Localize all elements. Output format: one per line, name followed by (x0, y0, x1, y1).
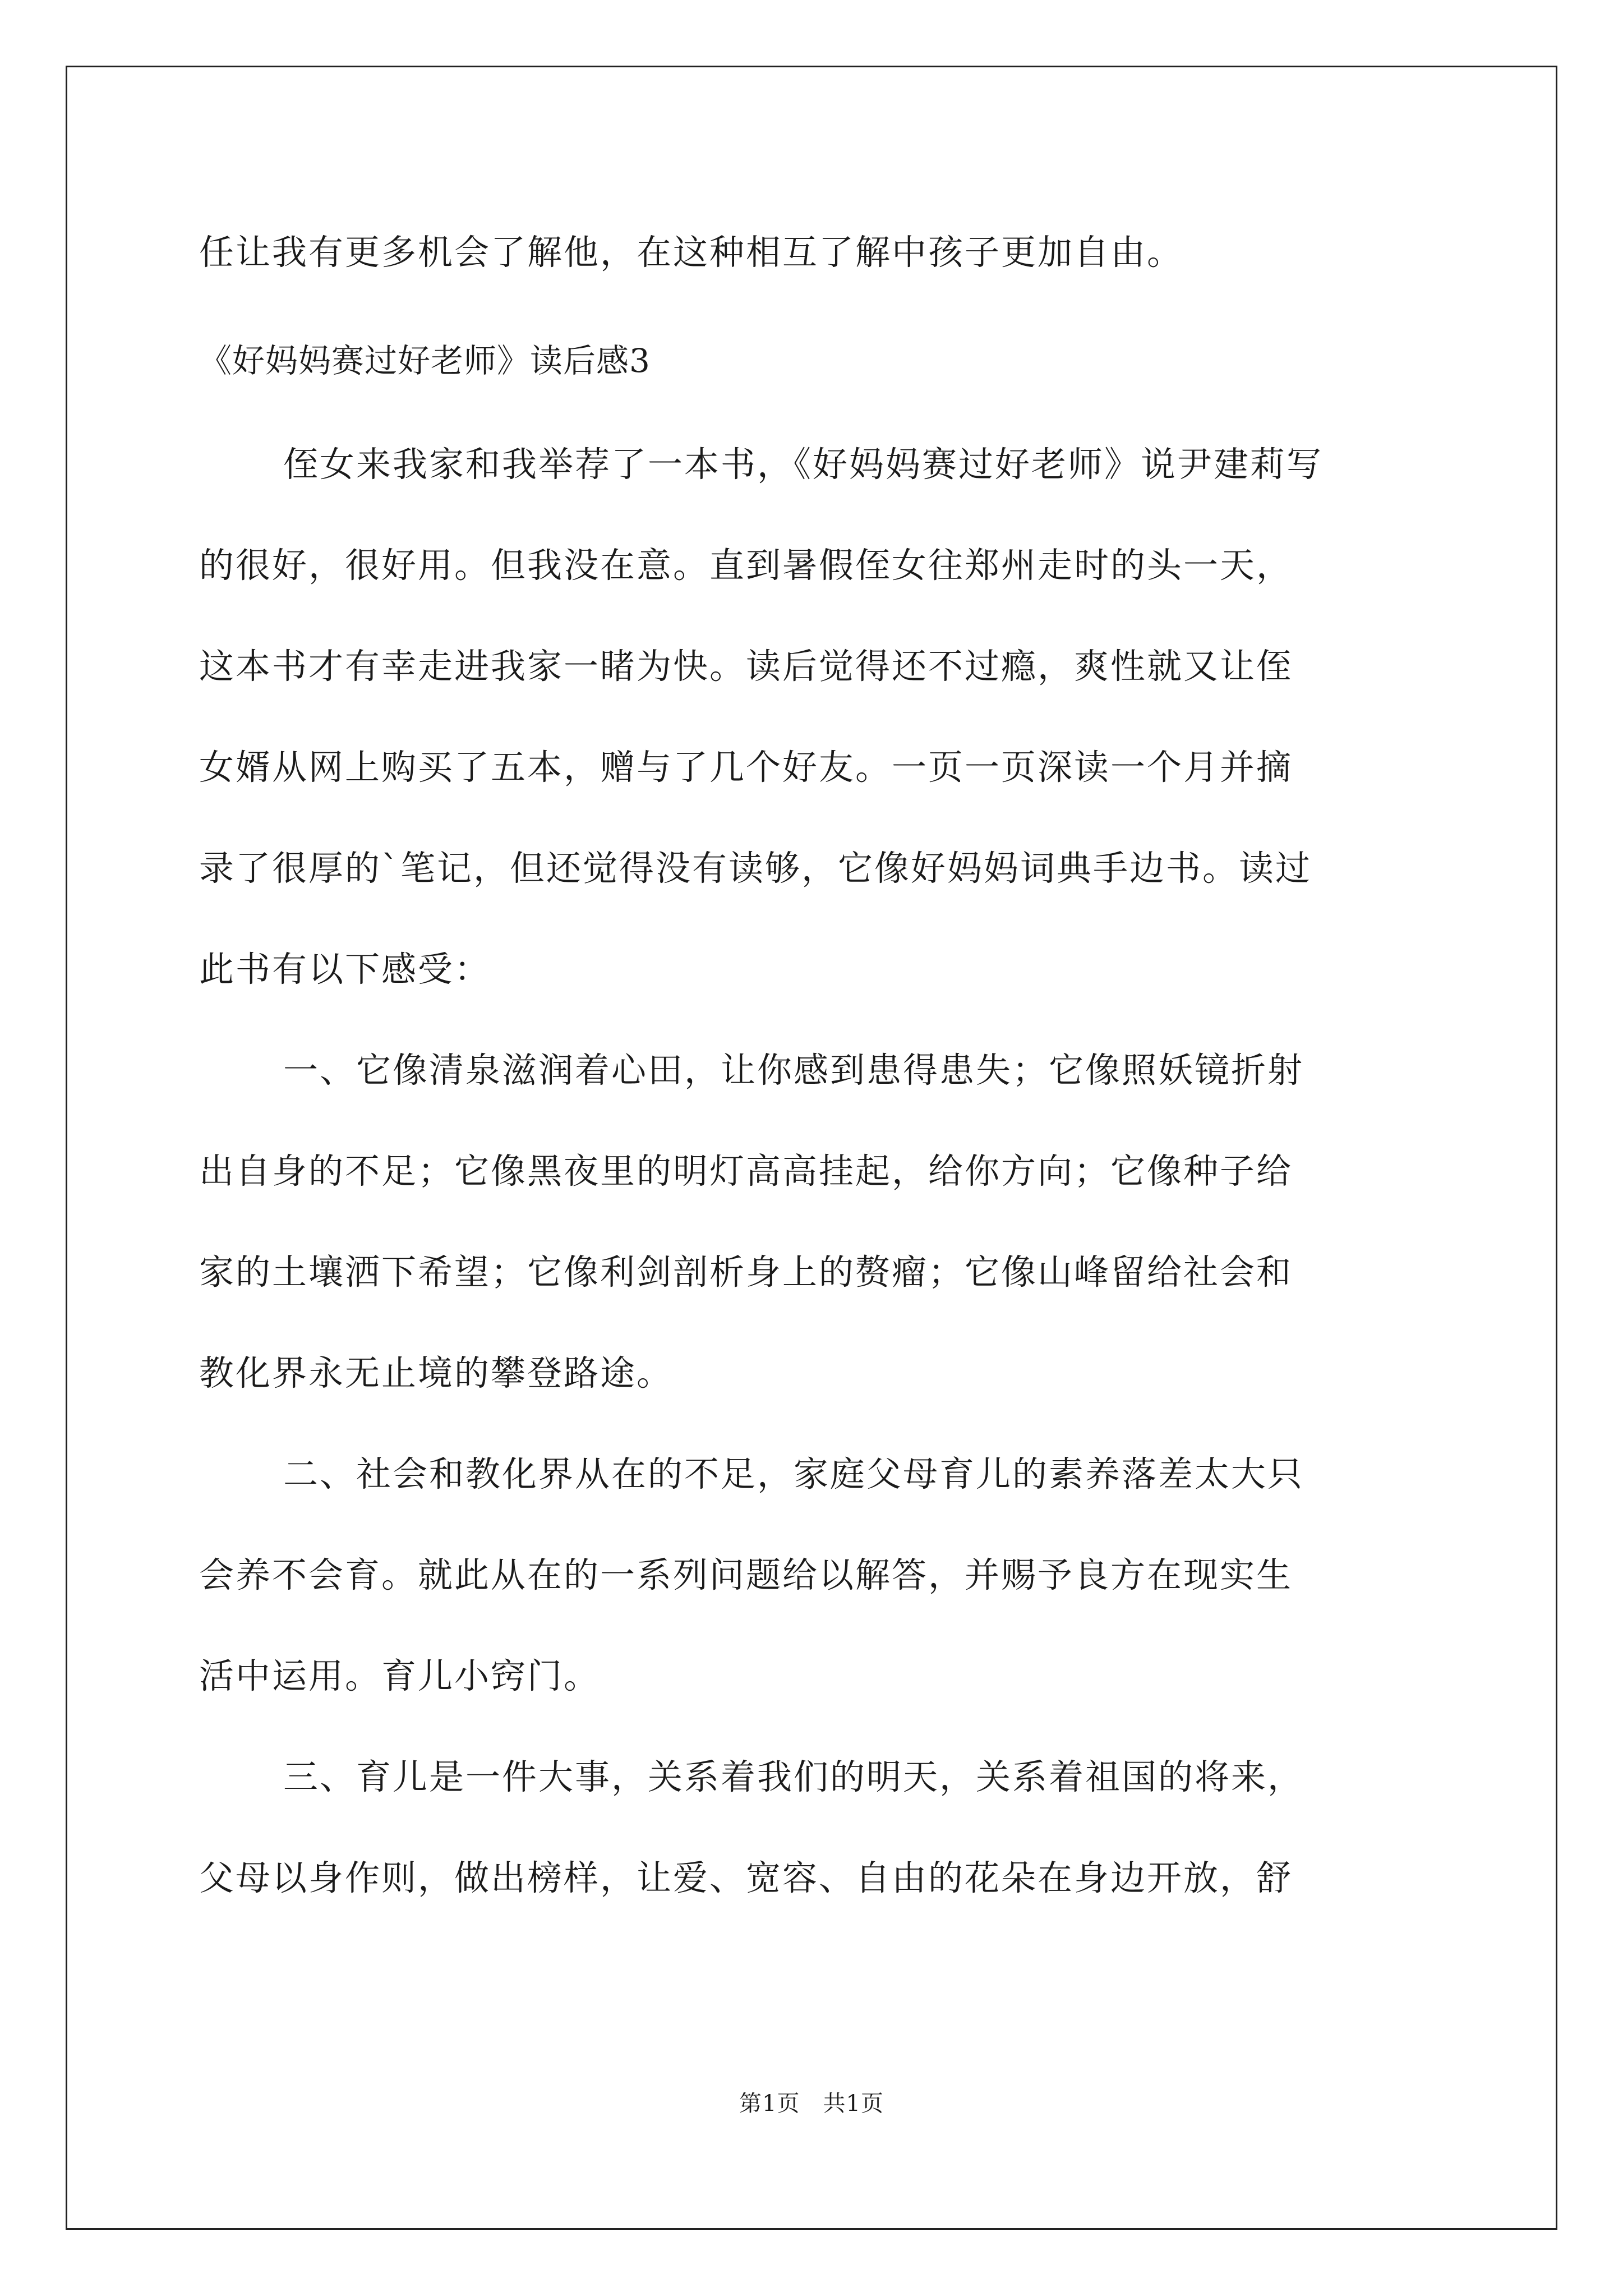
section-title: 《好妈妈赛过好老师》读后感3 (199, 342, 651, 380)
paragraph-line: 二、社会和教化界从在的不足，家庭父母育儿的素养落差太大只 (283, 1453, 1304, 1494)
paragraph-line: 教化界永无止境的攀登路途。 (199, 1352, 674, 1393)
page-border (66, 66, 1557, 2230)
paragraph-line: 女婿从网上购买了五本，赠与了几个好友。一页一页深读一个月并摘 (199, 747, 1293, 788)
paragraph-line: 活中运用。育儿小窍门。 (199, 1655, 601, 1696)
paragraph-line: 父母以身作则，做出榜样，让爱、宽容、自由的花朵在身边开放，舒 (199, 1857, 1293, 1898)
paragraph-line: 会养不会育。就此从在的一系列问题给以解答，并赐予良方在现实生 (199, 1554, 1293, 1595)
paragraph-line: 侄女来我家和我举荐了一本书，《好妈妈赛过好老师》说尹建莉写 (283, 444, 1324, 485)
paragraph-line: 的很好，很好用。但我没在意。直到暑假侄女往郑州走时的头一天， (199, 545, 1293, 586)
paragraph-line: 三、育儿是一件大事，关系着我们的明天，关系着祖国的将来， (283, 1756, 1304, 1797)
paragraph-line: 一、它像清泉滋润着心田，让你感到患得患失；它像照妖镜折射 (283, 1050, 1304, 1091)
page-footer: 第1页 共1页 (739, 2091, 884, 2116)
paragraph-line: 录了很厚的`笔记，但还觉得没有读够，它像好妈妈词典手边书。读过 (199, 848, 1312, 889)
paragraph-line: 出自身的不足；它像黑夜里的明灯高高挂起，给你方向；它像种子给 (199, 1151, 1293, 1191)
paragraph-line: 此书有以下感受： (199, 949, 491, 990)
paragraph-line: 这本书才有幸走进我家一睹为快。读后觉得还不过瘾，爽性就又让侄 (199, 646, 1293, 687)
paragraph-line: 家的土壤洒下希望；它像利剑剖析身上的赘瘤；它像山峰留给社会和 (199, 1251, 1293, 1292)
text-line: 任让我有更多机会了解他，在这种相互了解中孩子更加自由。 (199, 232, 1184, 273)
